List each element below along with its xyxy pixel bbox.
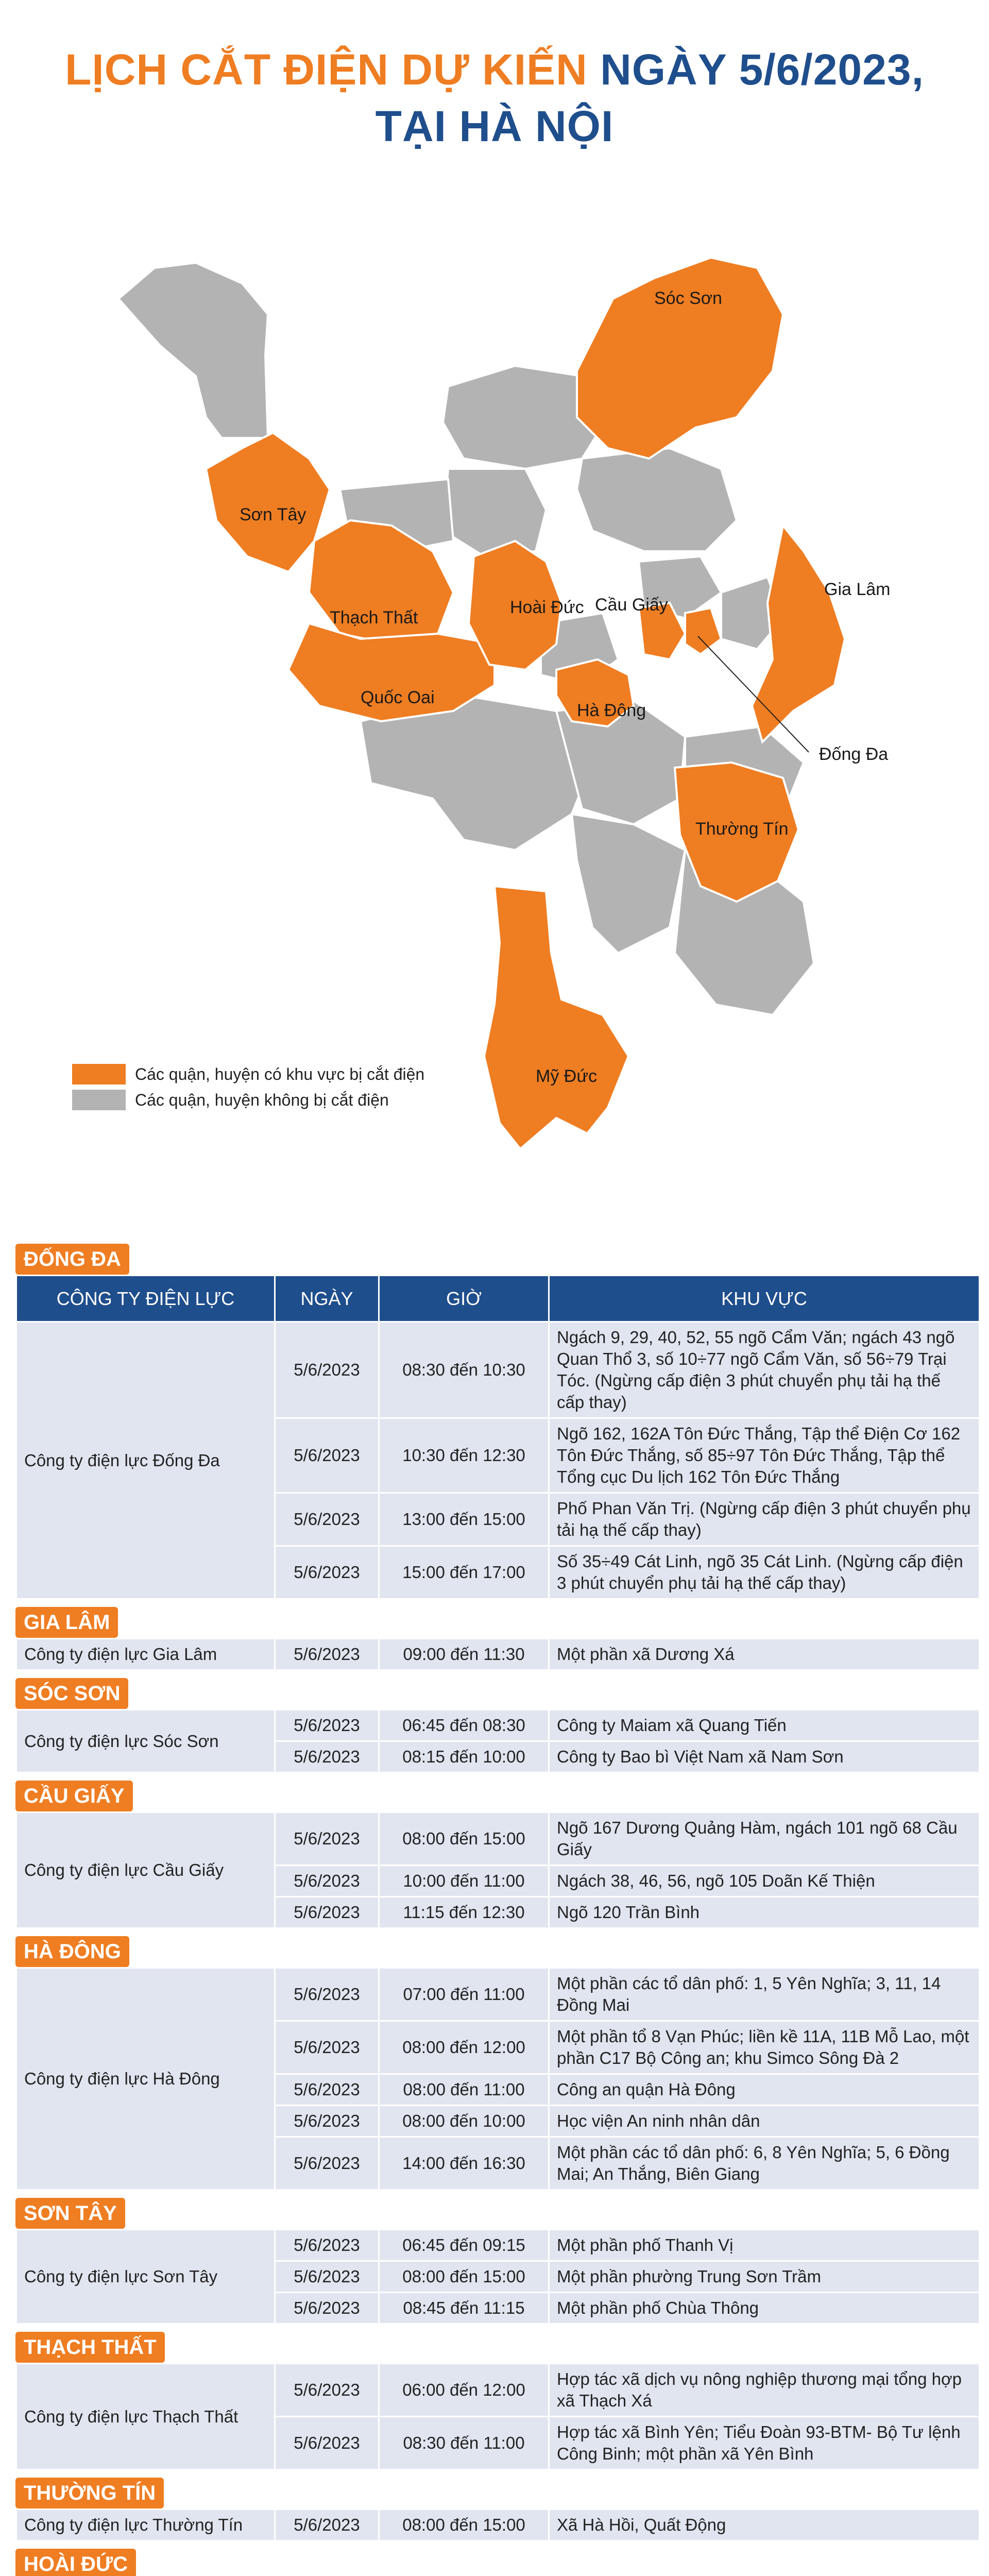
company-cell: Công ty điện lực Hà Đông bbox=[16, 1968, 275, 2190]
time-cell: 08:30 đến 11:00 bbox=[379, 2417, 549, 2470]
area-cell: Một phần xã Dương Xá bbox=[549, 1639, 980, 1670]
area-cell: Công an quận Hà Đông bbox=[549, 2074, 980, 2106]
district-tag: GIA LÂM bbox=[15, 1607, 118, 1638]
district-tag: ĐỐNG ĐA bbox=[15, 1244, 129, 1275]
header-area: KHU VỰC bbox=[549, 1276, 980, 1322]
area-cell: Công ty Bao bì Việt Nam xã Nam Sơn bbox=[549, 1741, 980, 1773]
district-table bbox=[15, 2229, 980, 2325]
company-cell: Công ty điện lực Sóc Sơn bbox=[16, 1710, 275, 1773]
date-cell: 5/6/2023 bbox=[275, 2230, 379, 2261]
district-tag: CẦU GIẤY bbox=[15, 1781, 133, 1811]
date-cell: 5/6/2023 bbox=[275, 2417, 379, 2470]
map-label-gia-lam: Gia Lâm bbox=[824, 580, 891, 599]
district-table bbox=[15, 1709, 980, 1773]
map-legend bbox=[72, 1061, 424, 1113]
area-cell: Một phần phố Chùa Thông bbox=[549, 2293, 980, 2324]
legend-label-unaffected: Các quận, huyện không bị cắt điện bbox=[135, 1090, 389, 1109]
time-cell: 06:45 đến 09:15 bbox=[379, 2230, 549, 2261]
date-cell: 5/6/2023 bbox=[275, 1639, 379, 1670]
area-cell: Công ty Maiam xã Quang Tiến bbox=[549, 1710, 980, 1741]
company-cell: Công ty điện lực Thường Tín bbox=[16, 2510, 275, 2541]
header-company: CÔNG TY ĐIỆN LỰC bbox=[16, 1276, 275, 1322]
map-region-ba-vi bbox=[118, 263, 268, 438]
area-cell: Phố Phan Văn Trị. (Ngừng cấp điện 3 phút chuyển phụ tải hạ thế cấp thay) bbox=[549, 1493, 980, 1546]
time-cell: 08:00 đến 10:00 bbox=[379, 2106, 549, 2137]
date-cell: 5/6/2023 bbox=[275, 1741, 379, 1773]
map-region-dan-phuong bbox=[443, 469, 546, 556]
legend-unaffected bbox=[72, 1087, 424, 1113]
time-cell: 15:00 đến 17:00 bbox=[379, 1546, 549, 1599]
date-cell: 5/6/2023 bbox=[275, 2261, 379, 2293]
area-cell: Ngõ 167 Dương Quảng Hàm, ngách 101 ngõ 68 Cầu Giấy bbox=[549, 1812, 980, 1866]
district-tag: HÀ ĐÔNG bbox=[15, 1936, 129, 1967]
area-cell: Học viện An ninh nhân dân bbox=[549, 2106, 980, 2137]
table-row bbox=[16, 1322, 980, 1418]
area-cell: Xã Hà Hồi, Quất Động bbox=[549, 2510, 980, 2541]
area-cell: Ngõ 162, 162A Tôn Đức Thắng, Tập thể Điện Cơ 162 Tôn Đức Thắng, số 85÷97 Tôn Đức Thắng, Tập thể Tổng cục Du lịch 162 Tôn Đức Thắng bbox=[549, 1418, 980, 1493]
header-date: NGÀY bbox=[275, 1276, 379, 1322]
map-label-thuong-tin: Thường Tín bbox=[695, 819, 789, 839]
time-cell: 10:30 đến 12:30 bbox=[379, 1418, 549, 1493]
time-cell: 08:00 đến 11:00 bbox=[379, 2074, 549, 2106]
table-row bbox=[16, 2364, 980, 2417]
date-cell: 5/6/2023 bbox=[275, 1493, 379, 1546]
table-header-row bbox=[16, 1276, 980, 1322]
legend-affected bbox=[72, 1061, 424, 1087]
area-cell: Một phần phường Trung Sơn Trầm bbox=[549, 2261, 980, 2293]
area-cell: Hợp tác xã dịch vụ nông nghiệp thương mại tổng hợp xã Thạch Xá bbox=[549, 2364, 980, 2417]
time-cell: 08:00 đến 15:00 bbox=[379, 2510, 549, 2541]
map-label-ha-dong: Hà Đông bbox=[577, 701, 646, 720]
title-line-1 bbox=[0, 41, 989, 98]
time-cell: 08:30 đến 10:30 bbox=[379, 1322, 549, 1418]
date-cell: 5/6/2023 bbox=[275, 1812, 379, 1866]
time-cell: 11:15 đến 12:30 bbox=[379, 1897, 549, 1928]
district-table bbox=[15, 2509, 980, 2541]
map-label-son-tay: Sơn Tây bbox=[240, 505, 306, 524]
title-part-2: NGÀY 5/6/2023, bbox=[587, 45, 924, 94]
table-row bbox=[16, 1812, 980, 1866]
district-tag: SÓC SƠN bbox=[15, 1678, 128, 1709]
map-region-ung-hoa bbox=[572, 814, 685, 953]
map-region-son-tay bbox=[206, 433, 330, 572]
legend-label-affected: Các quận, huyện có khu vực bị cắt điện bbox=[135, 1064, 425, 1083]
date-cell: 5/6/2023 bbox=[275, 2137, 379, 2190]
time-cell: 10:00 đến 11:00 bbox=[379, 1866, 549, 1897]
legend-swatch-unaffected bbox=[72, 1090, 126, 1110]
district-table bbox=[15, 1275, 980, 1600]
date-cell: 5/6/2023 bbox=[275, 1546, 379, 1599]
area-cell: Ngách 9, 29, 40, 52, 55 ngõ Cẩm Văn; ngách 43 ngõ Quan Thổ 3, số 10÷77 ngõ Cẩm Văn, số 56÷79 Trại Tóc. (Ngừng cấp điện 3 phút chuyển phụ tải hạ thế cấp thay) bbox=[549, 1322, 980, 1418]
map-svg bbox=[0, 129, 989, 1159]
map-label-dong-da: Đống Đa bbox=[819, 744, 889, 764]
time-cell: 09:00 đến 11:30 bbox=[379, 1639, 549, 1670]
time-cell: 06:45 đến 08:30 bbox=[379, 1710, 549, 1741]
time-cell: 13:00 đến 15:00 bbox=[379, 1493, 549, 1546]
date-cell: 5/6/2023 bbox=[275, 1418, 379, 1493]
header-time: GIỜ bbox=[379, 1276, 549, 1322]
date-cell: 5/6/2023 bbox=[275, 1866, 379, 1897]
date-cell: 5/6/2023 bbox=[275, 2364, 379, 2417]
district-tag: SƠN TÂY bbox=[15, 2198, 125, 2229]
outage-schedule bbox=[15, 1236, 979, 2576]
area-cell: Hợp tác xã Bình Yên; Tiểu Đoàn 93-BTM- Bộ Tư lệnh Công Binh; một phần xã Yên Bình bbox=[549, 2417, 980, 2470]
time-cell: 06:00 đến 12:00 bbox=[379, 2364, 549, 2417]
map-label-thach-that: Thạch Thất bbox=[330, 608, 418, 628]
table-row bbox=[16, 2510, 980, 2541]
title-part-1: LỊCH CẮT ĐIỆN DỰ KIẾN bbox=[65, 45, 588, 94]
area-cell: Một phần các tổ dân phố: 6, 8 Yên Nghĩa; 5, 6 Đồng Mai; An Thắng, Biên Giang bbox=[549, 2137, 980, 2190]
district-tag: HOÀI ĐỨC bbox=[15, 2549, 136, 2576]
area-cell: Số 35÷49 Cát Linh, ngõ 35 Cát Linh. (Ngừng cấp điện 3 phút chuyển phụ tải hạ thế cấp thay) bbox=[549, 1546, 980, 1599]
company-cell: Công ty điện lực Cầu Giấy bbox=[16, 1812, 275, 1928]
district-table bbox=[15, 2363, 980, 2470]
legend-swatch-affected bbox=[72, 1064, 126, 1084]
area-cell: Ngách 38, 46, 56, ngõ 105 Doãn Kế Thiện bbox=[549, 1866, 980, 1897]
table-row bbox=[16, 2230, 980, 2261]
company-cell: Công ty điện lực Gia Lâm bbox=[16, 1639, 275, 1670]
company-cell: Công ty điện lực Thạch Thất bbox=[16, 2364, 275, 2470]
district-table bbox=[15, 1811, 980, 1929]
area-cell: Một phần các tổ dân phố: 1, 5 Yên Nghĩa; 3, 11, 14 Đồng Mai bbox=[549, 1968, 980, 2021]
area-cell: Ngõ 120 Trần Bình bbox=[549, 1897, 980, 1928]
map-label-cau-giay: Cầu Giấy bbox=[595, 595, 668, 615]
time-cell: 08:00 đến 15:00 bbox=[379, 1812, 549, 1866]
map-label-my-duc: Mỹ Đức bbox=[536, 1066, 598, 1086]
district-tag: THƯỜNG TÍN bbox=[15, 2478, 164, 2509]
time-cell: 07:00 đến 11:00 bbox=[379, 1968, 549, 2021]
date-cell: 5/6/2023 bbox=[275, 1322, 379, 1418]
time-cell: 08:45 đến 11:15 bbox=[379, 2293, 549, 2324]
time-cell: 08:00 đến 12:00 bbox=[379, 2021, 549, 2074]
date-cell: 5/6/2023 bbox=[275, 1710, 379, 1741]
district-table bbox=[15, 1638, 980, 1671]
time-cell: 08:00 đến 15:00 bbox=[379, 2261, 549, 2293]
date-cell: 5/6/2023 bbox=[275, 2293, 379, 2324]
map-label-soc-son: Sóc Sơn bbox=[654, 289, 722, 308]
map-region-dong-da bbox=[685, 608, 721, 654]
date-cell: 5/6/2023 bbox=[275, 2074, 379, 2106]
time-cell: 14:00 đến 16:30 bbox=[379, 2137, 549, 2190]
company-cell: Công ty điện lực Sơn Tây bbox=[16, 2230, 275, 2324]
table-row bbox=[16, 1639, 980, 1670]
map-region-soc-son bbox=[577, 258, 783, 459]
area-cell: Một phần tổ 8 Vạn Phúc; liền kề 11A, 11B Mỗ Lao, một phần C17 Bộ Công an; khu Simco Sông Đà 2 bbox=[549, 2021, 980, 2074]
company-cell: Công ty điện lực Đống Đa bbox=[16, 1322, 275, 1599]
district-table bbox=[15, 1967, 980, 2191]
map-label-quoc-oai: Quốc Oai bbox=[361, 688, 435, 707]
date-cell: 5/6/2023 bbox=[275, 2510, 379, 2541]
date-cell: 5/6/2023 bbox=[275, 1897, 379, 1928]
time-cell: 08:15 đến 10:00 bbox=[379, 1741, 549, 1773]
date-cell: 5/6/2023 bbox=[275, 2021, 379, 2074]
title-line-2: TẠI HÀ NỘI bbox=[375, 102, 614, 150]
table-row bbox=[16, 1968, 980, 2021]
map-label-hoai-duc: Hoài Đức bbox=[510, 598, 584, 617]
date-cell: 5/6/2023 bbox=[275, 2106, 379, 2137]
map-region-dong-anh bbox=[577, 448, 737, 551]
date-cell: 5/6/2023 bbox=[275, 1968, 379, 2021]
area-cell: Một phần phố Thanh Vị bbox=[549, 2230, 980, 2261]
table-row bbox=[16, 1710, 980, 1741]
hanoi-map bbox=[0, 129, 989, 1159]
district-tag: THẠCH THẤT bbox=[15, 2332, 165, 2363]
